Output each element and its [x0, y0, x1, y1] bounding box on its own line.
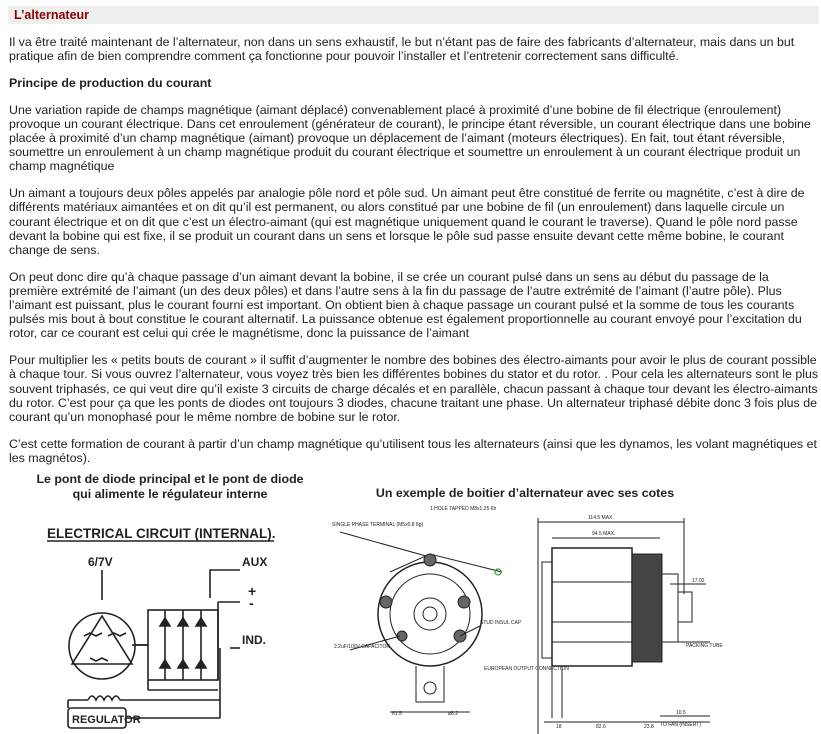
paragraph: Une variation rapide de champs magnétique (aimant déplacé) convenablement placé à proximité d’une bobine de fil électrique (enroulement) provoque un courant électrique. Dans cet enroulement (générateur de courant), le principe étant réversible, un courant électrique dans une bobine placée à proximité d’un champ magnétique (aimant) provoque un déplacement de l’aimant (moteurs électriques). En fait, tout étant réversible, soumettre un enroulement à un champ magnétique produit du courant électrique et soumettre un enroulement à un courant électrique produit un champ magnétique — [9, 102, 811, 174]
hole-label: 1 HOLE TAPPED M8x1.25 6h — [430, 506, 497, 512]
electrical-circuit-diagram — [40, 518, 300, 734]
paragraph: C’est cette formation de courant à partir d’un champ magnétique qu’utilisent tous les alternateurs (ainsi que les dynamos, les volant magnétiques et les magnétos). — [9, 436, 817, 465]
circuit-heading: ELECTRICAL CIRCUIT (INTERNAL). — [47, 526, 276, 541]
dim-114: 114.5 MAX. — [588, 515, 614, 521]
output-label: EUROPEAN OUTPUT CONNECTION — [484, 666, 569, 672]
stud-label: STUD INSUL CAP — [480, 620, 522, 626]
figure-left-caption — [20, 472, 320, 501]
figure-right-caption: Un exemple de boitier d’alternateur avec ses cotes — [375, 486, 675, 500]
packing-label: PACKING TUBE — [686, 643, 723, 649]
plus-label: + — [248, 583, 257, 599]
minus-label: - — [249, 595, 254, 611]
voltage-label: 6/7V — [88, 555, 113, 569]
dim-61: 61.5 — [392, 711, 402, 717]
dim-82d: ø8.2 — [448, 711, 459, 717]
section-heading: Principe de production du courant — [9, 75, 212, 90]
intro-paragraph: Il va être traité maintenant de l’alternateur, non dans un sens exhaustif, le but n’étant pas de faire des fabricants d’alternateur, mais dans un but pratique afin de bien comprendre comment ça fonctionne pour pouvoir l’installer et l’entretenir correctement sans difficulté. — [9, 35, 795, 64]
dim-fan: TO FAN (INSERT) — [660, 722, 701, 728]
regulator-label: REGULATOR — [72, 714, 141, 726]
dim-23: 23.8 — [644, 724, 654, 730]
aux-label: AUX — [242, 555, 268, 569]
terminal-label: SINGLE PHASE TERMINAL (M5x0.8 6g) — [332, 522, 424, 528]
capacitor-label: 2.2uF/100V CAPACITOR — [334, 644, 390, 650]
figure-left-caption-line2: qui alimente le régulateur interne — [72, 486, 268, 501]
article-body — [9, 35, 819, 478]
paragraph: Pour multiplier les « petits bouts de courant » il suffit d’augmenter le nombre des bobines des électro-aimants pour avoir le plus de courant possible à chaque tour. Si vous ouvrez l’alternateur, vous voyez très bien les différentes bobines du stator et du rotor. . Pour cela les alternateurs sont le plus souvent triphasés, ce qui veut dire qu’il existe 3 circuits de charge décalés et en parallèle, chacun passant à chaque tour devant les électro-aimants du rotor. C’est pour ça que les ponts de diodes ont toujours 3 diodes, chacune traitant une phase. Un alternateur triphasé débite donc 3 fois plus de courant qu’un monophasé pour le même nombre de bobine sur le rotor. — [9, 353, 819, 424]
dim-94: 94.5 MAX. — [592, 531, 616, 537]
ind-label: IND. — [242, 633, 266, 647]
dim-10: 10.5 — [676, 710, 686, 716]
alternator-dimension-drawing — [330, 502, 821, 734]
page-title: L’alternateur — [14, 8, 90, 22]
paragraph: Un aimant a toujours deux pôles appelés par analogie pôle nord et pôle sud. Un aimant peut être constitué de ferrite ou magnétite, c’est à dire de différents matériaux aimantées et on dit qu’il est permanent, ou alors constitué par une bobine de fil (un enroulement) dans laquelle circule un courant électrique et on dit que c’est un électro-aimant (qui est magnétique uniquement quand le courant le traverse). Quand le pôle nord passe devant la bobine qui est fixe, il se produit un courant dans un sens et lorsque le pôle sud passe ensuite devant cette même bobine, le courant change de sens. — [9, 186, 805, 257]
dim-17: 17.02 — [692, 578, 705, 584]
title-bar — [8, 6, 819, 24]
dim-82: 82.6 — [596, 724, 606, 730]
figure-left-caption-line1: Le pont de diode principal et le pont de diode — [36, 472, 304, 486]
paragraph: On peut donc dire qu’à chaque passage d’un aimant devant la bobine, il se crée un courant pulsé dans un sens au début du passage de la première extrémité de l’aimant (un des deux pôles) et dans l’autre sens à la fin du passage de l’autre extrémité de l’aimant (l’autre pôle). Plus l’aimant est puissant, plus le courant fourni est important. On obtient bien à chaque passage un courant pulsé et la somme de tous les courants pulsés mis bout à bout constitue le courant alternatif. La puissance obtenue est également proportionnelle au courant envoyé pour l’excitation du rotor, car ce courant est celui qui crée le magnétisme, donc la puissance de l’aimant — [9, 269, 802, 341]
dim-18: 18 — [556, 724, 562, 730]
